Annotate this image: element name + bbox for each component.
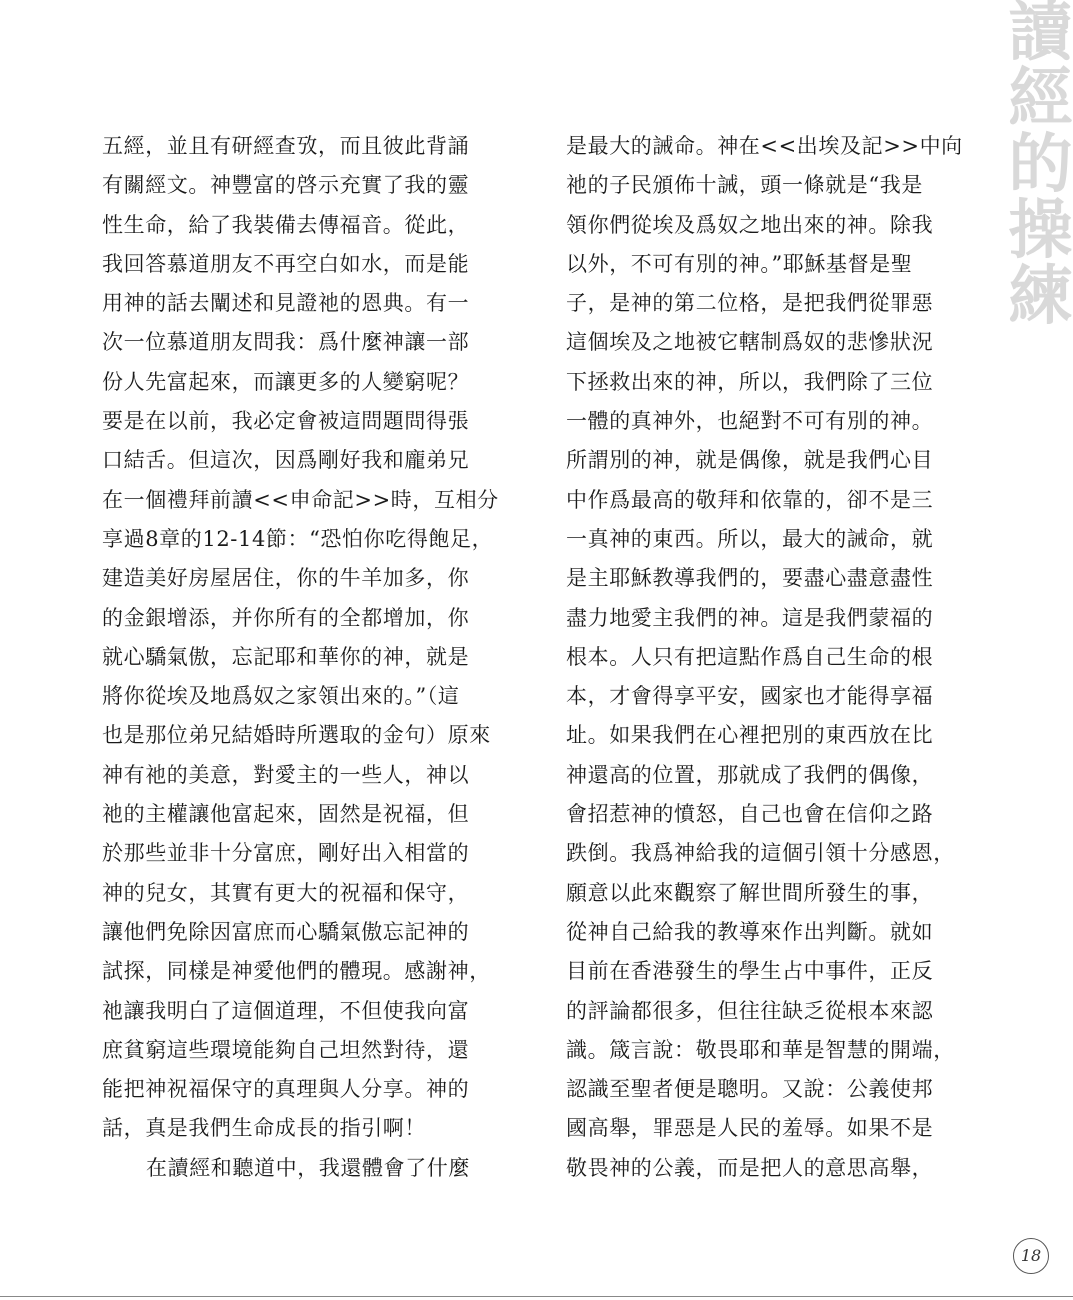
- title-char: 練: [1008, 260, 1073, 334]
- text-line: 將你從埃及地爲奴之家領出來的。”（這: [102, 684, 460, 709]
- text-line: 神的兒女，其實有更大的祝福和保守，: [102, 880, 470, 905]
- section-title-vertical: [1008, 0, 1073, 334]
- text-line: 一真神的東西。所以，最大的誡命，就: [566, 526, 934, 551]
- text-line: 神有祂的美意，對愛主的一些人，神以: [102, 762, 470, 787]
- text-line: 中作爲最高的敬拜和依靠的，卻不是三: [566, 487, 934, 512]
- paragraph-start-line: 在讀經和聽道中，我還體會了什麼: [146, 1155, 470, 1180]
- text-line: 子，是神的第二位格，是把我們從罪惡: [566, 291, 934, 316]
- text-line: 從神自己給我的教導來作出判斷。就如: [566, 919, 934, 944]
- text-line: 庶貧窮這些環境能夠自己坦然對待，還: [102, 1037, 470, 1062]
- text-line: 能把神祝福保守的真理與人分享。神的: [102, 1077, 470, 1102]
- text-line: 以外，不可有別的神。”耶穌基督是聖: [566, 251, 913, 276]
- bottom-divider: [0, 1296, 1073, 1297]
- title-char: 讀: [1008, 0, 1073, 70]
- right-text-column: [566, 127, 988, 1188]
- text-line: 領你們從埃及爲奴之地出來的神。除我: [566, 212, 934, 237]
- text-line: 五經，並且有研經查攷，而且彼此背誦: [102, 134, 470, 158]
- text-line: 目前在香港發生的學生占中事件，正反: [566, 959, 934, 984]
- text-line: 的評論都很多，但往往缺乏從根本來認: [566, 998, 934, 1023]
- left-text-column: [102, 127, 522, 1188]
- text-line: 也是那位弟兄結婚時所選取的金句）原來: [102, 723, 491, 748]
- text-line: 要是在以前，我必定會被這問題問得張: [102, 409, 470, 434]
- text-line: 於那些並非十分富庶，剛好出入相當的: [102, 841, 470, 866]
- text-line: 國高舉，罪惡是人民的羞辱。如果不是: [566, 1116, 934, 1141]
- text-line: 認識至聖者便是聰明。又說：公義使邦: [566, 1077, 934, 1102]
- text-line: 這個埃及之地被它轄制爲奴的悲慘狀況: [566, 330, 934, 355]
- text-line: 所謂別的神，就是偶像，就是我們心目: [566, 448, 934, 473]
- text-line: 份人先富起來，而讓更多的人變窮呢？: [102, 369, 470, 394]
- text-line: 用神的話去闡述和見證祂的恩典。有一: [102, 291, 470, 316]
- text-line: 祂的子民頒佈十誡，頭一條就是“我是: [566, 173, 923, 198]
- text-line: 一體的真神外，也絕對不可有別的神。: [566, 409, 934, 434]
- text-line: 享過8章的12-14節：“恐怕你吃得飽足，: [102, 526, 494, 551]
- title-char: 的: [1008, 128, 1073, 202]
- text-line: 祂讓我明白了這個道理，不但使我向富: [102, 998, 470, 1023]
- title-char: 經: [1008, 62, 1073, 136]
- text-line: 神還高的位置，那就成了我們的偶像，: [566, 762, 934, 787]
- text-line: 試探，同樣是神愛他們的體現。感謝神，: [102, 959, 491, 984]
- text-line: 祂的主權讓他富起來，固然是祝福，但: [102, 802, 470, 827]
- text-line: 的金銀增添，并你所有的全都增加，你: [102, 605, 470, 630]
- text-line: 會招惹神的憤怒，自己也會在信仰之路: [566, 802, 934, 827]
- text-line: 下拯救出來的神，所以，我們除了三位: [566, 369, 934, 394]
- text-line: 讓他們免除因富庶而心驕氣傲忘記神的: [102, 919, 470, 944]
- text-line: 盡力地愛主我們的神。這是我們蒙福的: [566, 605, 934, 630]
- text-line: 是主耶穌教導我們的，要盡心盡意盡性: [566, 566, 934, 591]
- text-line: 話，真是我們生命成長的指引啊！: [102, 1116, 426, 1141]
- text-line: 在一個禮拜前讀<<申命記>>時，互相分: [102, 487, 499, 512]
- text-line: 我回答慕道朋友不再空白如水，而是能: [102, 251, 470, 276]
- text-line: 性生命，給了我裝備去傳福音。從此，: [102, 212, 470, 237]
- text-line: 址。如果我們在心裡把別的東西放在比: [566, 723, 934, 748]
- text-line: 是最大的誡命。神在<<出埃及記>>中向: [566, 134, 963, 158]
- text-line: 識。箴言說：敬畏耶和華是智慧的開端，: [566, 1037, 955, 1062]
- text-line: 口結舌。但這次，因爲剛好我和龐弟兄: [102, 448, 470, 473]
- text-line: 根本。人只有把這點作爲自己生命的根: [566, 644, 934, 669]
- text-line: 敬畏神的公義，而是把人的意思高舉，: [566, 1155, 934, 1180]
- text-line: 就心驕氣傲，忘記耶和華你的神，就是: [102, 644, 470, 669]
- text-line: 次一位慕道朋友問我：爲什麼神讓一部: [102, 330, 470, 355]
- title-char: 操: [1008, 194, 1073, 268]
- text-line: 願意以此來觀察了解世間所發生的事，: [566, 880, 934, 905]
- page-number: 18: [1013, 1238, 1049, 1274]
- text-line: 有關經文。神豐富的啓示充實了我的靈: [102, 173, 470, 198]
- text-line: 本，才會得享平安，國家也才能得享福: [566, 684, 934, 709]
- text-line: 跌倒。我爲神給我的這個引領十分感恩，: [566, 841, 955, 866]
- text-line: 建造美好房屋居住，你的牛羊加多，你: [102, 566, 470, 591]
